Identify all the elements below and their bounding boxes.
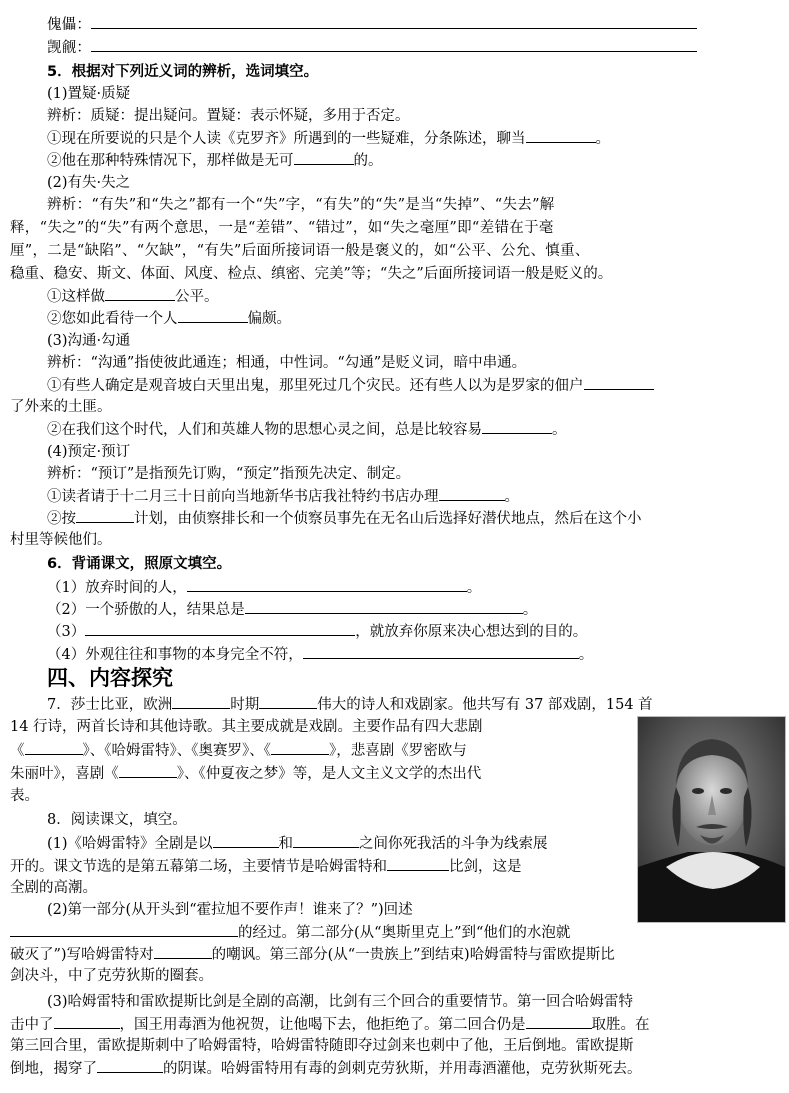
- answer-blank[interactable]: [294, 150, 354, 165]
- q5-3-sentence-1: ①有些人确定是观音坡白天里出鬼，那里死过几个灾民。还有些人以为是罗家的佃户: [47, 375, 654, 396]
- answer-blank[interactable]: [584, 375, 654, 390]
- q5-3-sentence-1-cont: 了外来的土匪。: [10, 399, 112, 415]
- q5-title: 5．根据对下列近义词的辨析，选词填空。: [47, 64, 319, 80]
- answer-blank[interactable]: [526, 128, 596, 143]
- portrait-image: [638, 717, 785, 922]
- q6-item-2: （2）一个骄傲的人，结果总是 。: [47, 599, 537, 620]
- q8-2-line-4: 剑决斗，中了克劳狄斯的圈套。: [10, 968, 213, 984]
- answer-blank[interactable]: [387, 856, 449, 871]
- answer-blank[interactable]: [245, 599, 523, 614]
- answer-blank[interactable]: [119, 763, 177, 778]
- answer-blank[interactable]: [293, 833, 359, 848]
- q5-2-sentence-2: ②您如此看待一个人 偏颇。: [47, 308, 291, 329]
- q5-2-analysis-1: 辨析：“有失”和“失之”都有一个“失”字，“有失”的“失”是当“失掉”、“失去”解: [47, 197, 555, 213]
- answer-blank[interactable]: [25, 740, 83, 755]
- answer-blank[interactable]: [76, 508, 134, 523]
- answer-blank[interactable]: [259, 694, 317, 709]
- word-label: 傀儡：: [47, 17, 92, 33]
- answer-blank[interactable]: [54, 1014, 120, 1029]
- answer-blank[interactable]: [154, 944, 212, 959]
- q5-2-analysis-3: 厘”，二是“缺陷”、“欠缺”，“有失”后面所接词语一般是褒义的，如“公平、公允、慎重、: [10, 243, 590, 259]
- q7-line-1: 7．莎士比亚，欧洲 时期 伟大的诗人和戏剧家。他共写有 37 部戏剧，154 首: [47, 694, 653, 715]
- q7-line-4: 朱丽叶》，喜剧《 》、《仲夏夜之梦》等，是人文主义文学的杰出代: [10, 763, 481, 784]
- q5-2-analysis-2: 释，“失之”的“失”有两个意思，一是“差错”、“错过”，如“失之毫厘”即“差错在于毫: [10, 220, 554, 236]
- q7-line-3: 《 》、《哈姆雷特》、《奥赛罗》、《 》，悲喜剧《罗密欧与: [10, 740, 467, 761]
- answer-blank[interactable]: [10, 922, 238, 937]
- q5-4-sentence-2-cont: 村里等候他们。: [10, 532, 112, 548]
- section-title: 四、内容探究: [47, 666, 173, 690]
- answer-blank[interactable]: [482, 419, 552, 434]
- q8-3-line-2: 击中了 ，国王用毒酒为他祝贺，让他喝下去，他拒绝了。第二回合仍是 取胜。在: [10, 1014, 650, 1035]
- answer-blank[interactable]: [526, 1014, 592, 1029]
- answer-blank[interactable]: [172, 694, 230, 709]
- q5-2-sentence-1: ①这样做 公平。: [47, 286, 219, 307]
- word-label: 觊觎：: [47, 40, 92, 56]
- q5-4-analysis: 辨析：“预订”是指预先订购，“预定”指预先决定、制定。: [47, 466, 411, 482]
- q5-1-sentence-2: ②他在那种特殊情况下，那样做是无可 的。: [47, 150, 383, 171]
- q6-item-1: （1）放弃时间的人， 。: [47, 577, 481, 598]
- q8-3-line-3: 第三回合里，雷欧提斯刺中了哈姆雷特，哈姆雷特随即夺过剑来也刺中了他，王后倒地。雷欧提斯: [10, 1038, 634, 1054]
- q6-item-3: （3） ，就放弃你原来决心想达到的目的。: [47, 621, 587, 642]
- q6-item-4: （4）外观往往和事物的本身完全不符， 。: [47, 644, 593, 665]
- q5-3-analysis: 辨析：“沟通”指使彼此通连；相通，中性词。“勾通”是贬义词，暗中串通。: [47, 355, 527, 371]
- answer-blank[interactable]: [187, 577, 467, 592]
- q8-1-line-2: 开的。课文节选的是第五幕第二场，主要情节是哈姆雷特和 比剑，这是: [10, 856, 522, 877]
- q5-2-analysis-4: 稳重、稳安、斯文、体面、风度、检点、缜密、完美”等；“失之”后面所接词语一般是贬义的。: [10, 266, 613, 282]
- q8-2-line-3: 破灭了”)写哈姆雷特对 的嘲讽。第三部分(从“一贵族上”到结束)哈姆雷特与雷欧提斯比: [10, 944, 615, 965]
- shakespeare-portrait: [637, 716, 786, 923]
- top-line-2: [47, 37, 697, 58]
- q5-2-head: (2)有失·失之: [47, 175, 131, 191]
- q6-title: 6．背诵课文，照原文填空。: [47, 556, 232, 572]
- answer-blank[interactable]: [271, 740, 329, 755]
- q5-4-sentence-1: ①读者请于十二月三十日前向当地新华书店我社特约书店办理 。: [47, 486, 519, 507]
- q5-1-sentence-1: ①现在所要说的只是个人读《克罗齐》所遇到的一些疑难，分条陈述，聊当 。: [47, 128, 610, 149]
- answer-blank[interactable]: [303, 644, 579, 659]
- q5-3-sentence-2: ②在我们这个时代，人们和英雄人物的思想心灵之间，总是比较容易 。: [47, 419, 567, 440]
- q7-line-5: 表。: [10, 788, 39, 804]
- q8-3-line-1: (3)哈姆雷特和雷欧提斯比剑是全剧的高潮，比剑有三个回合的重要情节。第一回合哈姆雷特: [47, 994, 634, 1010]
- answer-blank[interactable]: [213, 833, 279, 848]
- q8-2-line-1: (2)第一部分(从开头到“霍拉旭不要作声！谁来了？”)回述: [47, 902, 413, 918]
- q5-1-head: (1)置疑·质疑: [47, 86, 131, 102]
- q8-3-line-4: 倒地，揭穿了 的阴谋。哈姆雷特用有毒的剑刺克劳狄斯，并用毒酒灌他，克劳狄斯死去。: [10, 1058, 642, 1079]
- q5-4-sentence-2: ②按 计划，由侦察排长和一个侦察员事先在无名山后选择好潜伏地点，然后在这个小: [47, 508, 642, 529]
- q5-3-head: (3)沟通·勾通: [47, 333, 131, 349]
- q8-title: 8．阅读课文，填空。: [47, 812, 187, 828]
- answer-blank[interactable]: [85, 621, 355, 636]
- answer-blank[interactable]: [439, 486, 505, 501]
- q5-1-analysis: 辨析：质疑：提出疑问。置疑：表示怀疑，多用于否定。: [47, 108, 410, 124]
- q8-1-line-3: 全剧的高潮。: [10, 880, 97, 896]
- answer-blank[interactable]: [91, 14, 697, 29]
- q8-2-line-2: 的经过。第二部分(从“奥斯里克上”到“他们的水泡就: [10, 922, 570, 943]
- answer-blank[interactable]: [178, 308, 248, 323]
- q7-line-2: 14 行诗，两首长诗和其他诗歌。其主要成就是戏剧。主要作品有四大悲剧: [10, 719, 483, 735]
- top-line-1: [47, 14, 697, 35]
- answer-blank[interactable]: [97, 1058, 163, 1073]
- answer-blank[interactable]: [105, 286, 175, 301]
- q5-4-head: (4)预定·预订: [47, 444, 131, 460]
- q8-1-line-1: (1)《哈姆雷特》全剧是以 和 之间你死我活的斗争为线索展: [47, 833, 548, 854]
- answer-blank[interactable]: [91, 37, 697, 52]
